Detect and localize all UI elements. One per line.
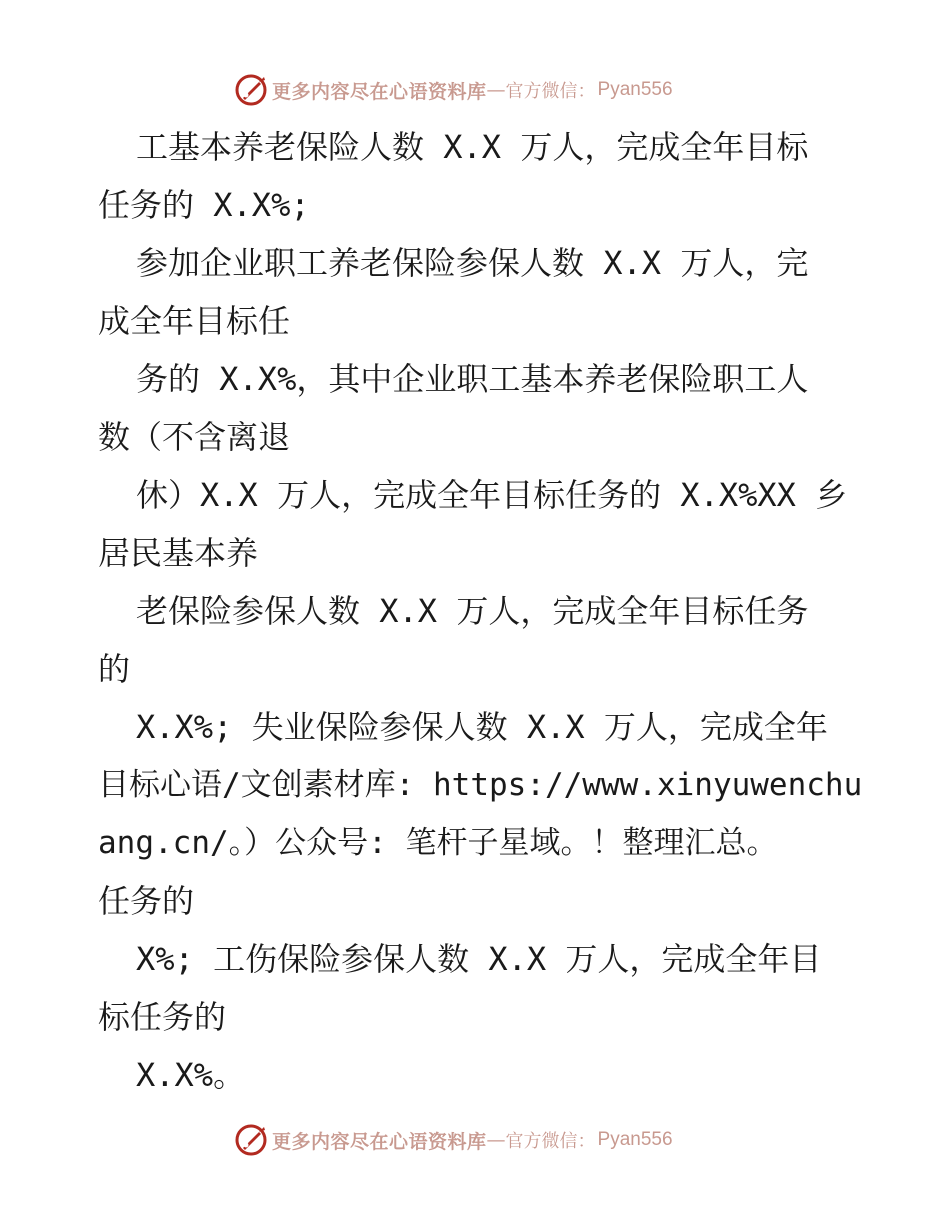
text-line: 标任务的 bbox=[98, 998, 227, 1036]
quill-logo-icon bbox=[234, 73, 268, 107]
quill-logo-icon bbox=[234, 1123, 268, 1157]
header-banner-account: Pyan556 bbox=[597, 79, 673, 100]
text-line: 参加企业职工养老保险参保人数 X.X 万人，完 bbox=[136, 244, 809, 282]
text-line: 休）X.X 万人，完成全年目标任务的 X.X%XX 乡 bbox=[136, 476, 848, 514]
text-line: 目标心语/文创素材库: https://www.xinyuwenchu bbox=[98, 767, 863, 803]
header-banner-subtitle: 官方微信： bbox=[505, 81, 596, 102]
footer-banner-text: 更多内容尽在心语资料库 bbox=[272, 1130, 487, 1153]
text-line: 数（不含离退 bbox=[98, 418, 291, 456]
footer-banner bbox=[234, 1120, 673, 1160]
text-line: 居民基本养 bbox=[98, 534, 259, 572]
text-line: X.X%; 失业保险参保人数 X.X 万人，完成全年 bbox=[136, 708, 828, 746]
text-line: 工基本养老保险人数 X.X 万人，完成全年目标 bbox=[136, 128, 809, 166]
text-line: 务的 X.X%，其中企业职工基本养老保险职工人 bbox=[136, 360, 809, 398]
header-banner-text: 更多内容尽在心语资料库 bbox=[272, 80, 487, 103]
header-banner-separator: — bbox=[486, 79, 506, 101]
footer-banner-subtitle: 官方微信： bbox=[505, 1131, 596, 1152]
document-body bbox=[98, 118, 863, 1104]
text-line: X.X%。 bbox=[136, 1056, 246, 1094]
text-line: ang.cn/。）公众号: 笔杆子星域。！整理汇总。 bbox=[98, 825, 778, 861]
footer-banner-account: Pyan556 bbox=[597, 1129, 673, 1150]
text-line: 任务的 bbox=[98, 882, 195, 920]
text-line: 的 bbox=[98, 650, 131, 688]
text-line: 成全年目标任 bbox=[98, 302, 291, 340]
text-line: 任务的 X.X%; bbox=[98, 186, 310, 224]
footer-banner-separator: — bbox=[486, 1129, 506, 1151]
header-banner bbox=[234, 70, 673, 110]
text-line: 老保险参保人数 X.X 万人，完成全年目标任务 bbox=[136, 592, 809, 630]
text-line: X%; 工伤保险参保人数 X.X 万人，完成全年目 bbox=[136, 940, 822, 978]
